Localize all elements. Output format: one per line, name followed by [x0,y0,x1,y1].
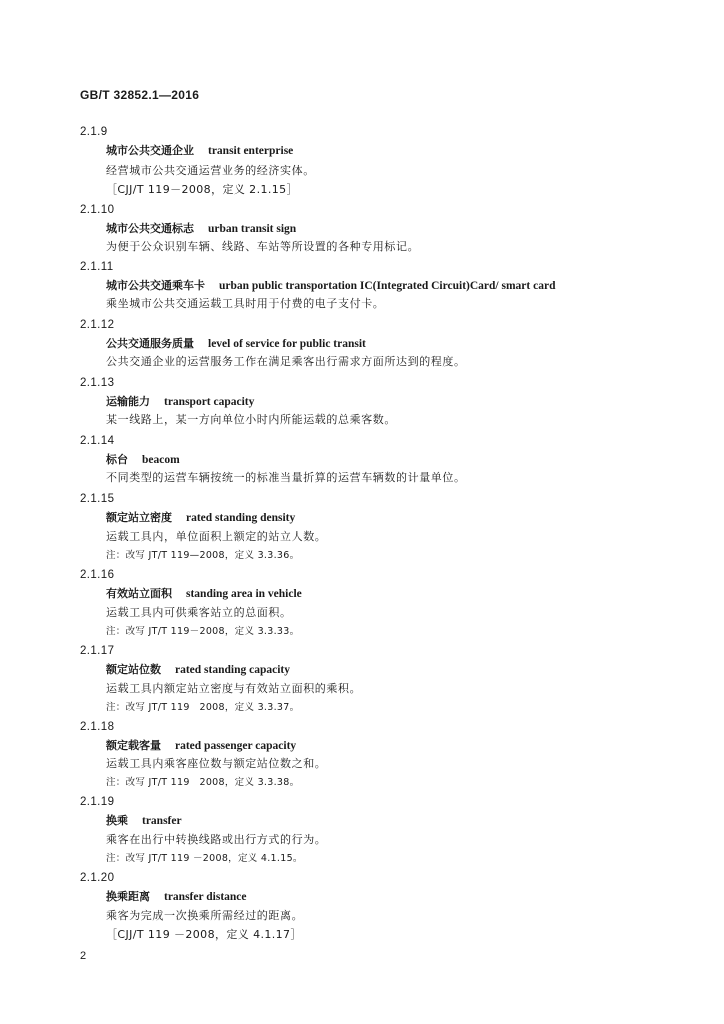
term-note: 注：改写 JT/T 119 2008，定义 3.3.38。 [106,777,300,788]
term-note: 注：改写 JT/T 119—2008，定义 3.3.36。 [106,550,300,561]
clause-number: 2.1.18 [80,721,115,733]
term-note: 注：改写 JT/T 119 2008，定义 3.3.37。 [106,702,300,713]
term-source: ［CJJ/T 119－2008，定义 2.1.15］ [106,183,298,196]
term-source: ［CJJ/T 119 －2008，定义 4.1.17］ [106,928,302,941]
standard-code-header: GB/T 32852.1—2016 [80,88,200,102]
term-heading [106,663,290,677]
term-zh: 额定站位数 [106,663,161,676]
term-definition: 乘客在出行中转换线路或出行方式的行为。 [106,833,327,846]
clause-number: 2.1.19 [80,796,115,808]
term-definition: 经营城市公共交通运营业务的经济实体。 [106,164,315,177]
term-en: transport capacity [164,396,255,408]
term-zh: 城市公共交通乘车卡 [106,279,205,292]
clause-number: 2.1.20 [80,872,115,884]
term-definition: 运载工具内可供乘客站立的总面积。 [106,606,292,619]
term-definition: 乘客为完成一次换乘所需经过的距离。 [106,909,304,922]
term-heading [106,814,182,828]
clause-number: 2.1.15 [80,493,115,505]
term-zh: 标台 [106,453,128,466]
term-en: transfer [142,815,182,827]
term-en: urban transit sign [208,223,297,235]
term-zh: 额定载客量 [106,739,161,752]
clause-number: 2.1.13 [80,377,115,389]
term-heading [106,279,555,293]
term-heading [106,587,302,601]
term-heading [106,890,247,904]
clause-number: 2.1.9 [80,126,108,138]
term-en: transit enterprise [208,145,294,157]
term-zh: 城市公共交通企业 [106,144,194,157]
term-zh: 换乘距离 [106,890,150,903]
page-number: 2 [80,950,87,962]
term-definition: 为便于公众识别车辆、线路、车站等所设置的各种专用标记。 [106,240,420,253]
term-definition: 运载工具内额定站立密度与有效站立面积的乘积。 [106,682,362,695]
term-en: rated standing density [186,512,296,524]
term-definition: 某一线路上，某一方向单位小时内所能运载的总乘客数。 [106,413,396,426]
term-note: 注：改写 JT/T 119 －2008，定义 4.1.15。 [106,853,303,864]
clause-number: 2.1.11 [80,261,114,273]
term-zh: 换乘 [106,814,128,827]
clause-number: 2.1.10 [80,204,115,216]
term-definition: 不同类型的运营车辆按统一的标准当量折算的运营车辆数的计量单位。 [106,471,466,484]
clause-number: 2.1.16 [80,569,115,581]
term-en: beacom [142,454,180,466]
term-note: 注：改写 JT/T 119－2008，定义 3.3.33。 [106,626,300,637]
term-en: standing area in vehicle [186,588,302,600]
term-definition: 公共交通企业的运营服务工作在满足乘客出行需求方面所达到的程度。 [106,355,466,368]
clause-number: 2.1.12 [80,319,115,331]
term-heading [106,511,295,525]
term-zh: 运输能力 [106,395,150,408]
term-heading [106,739,296,753]
term-en: rated standing capacity [175,664,290,676]
term-zh: 有效站立面积 [106,587,172,600]
term-zh: 公共交通服务质量 [106,337,194,350]
term-definition: 运载工具内乘客座位数与额定站位数之和。 [106,757,327,770]
clause-number: 2.1.14 [80,435,115,447]
term-heading [106,453,180,467]
term-heading [106,337,366,351]
clause-number: 2.1.17 [80,645,115,657]
term-heading [106,144,293,158]
term-definition: 运载工具内，单位面积上额定的站立人数。 [106,530,327,543]
term-en: urban public transportation IC(Integrated Circuit)Card/ smart card [219,280,556,292]
term-heading [106,222,296,236]
term-zh: 额定站立密度 [106,511,172,524]
term-heading [106,395,254,409]
term-en: rated passenger capacity [175,740,297,752]
term-definition: 乘坐城市公共交通运载工具时用于付费的电子支付卡。 [106,297,385,310]
term-zh: 城市公共交通标志 [106,222,194,235]
term-en: level of service for public transit [208,338,366,350]
term-en: transfer distance [164,891,247,903]
